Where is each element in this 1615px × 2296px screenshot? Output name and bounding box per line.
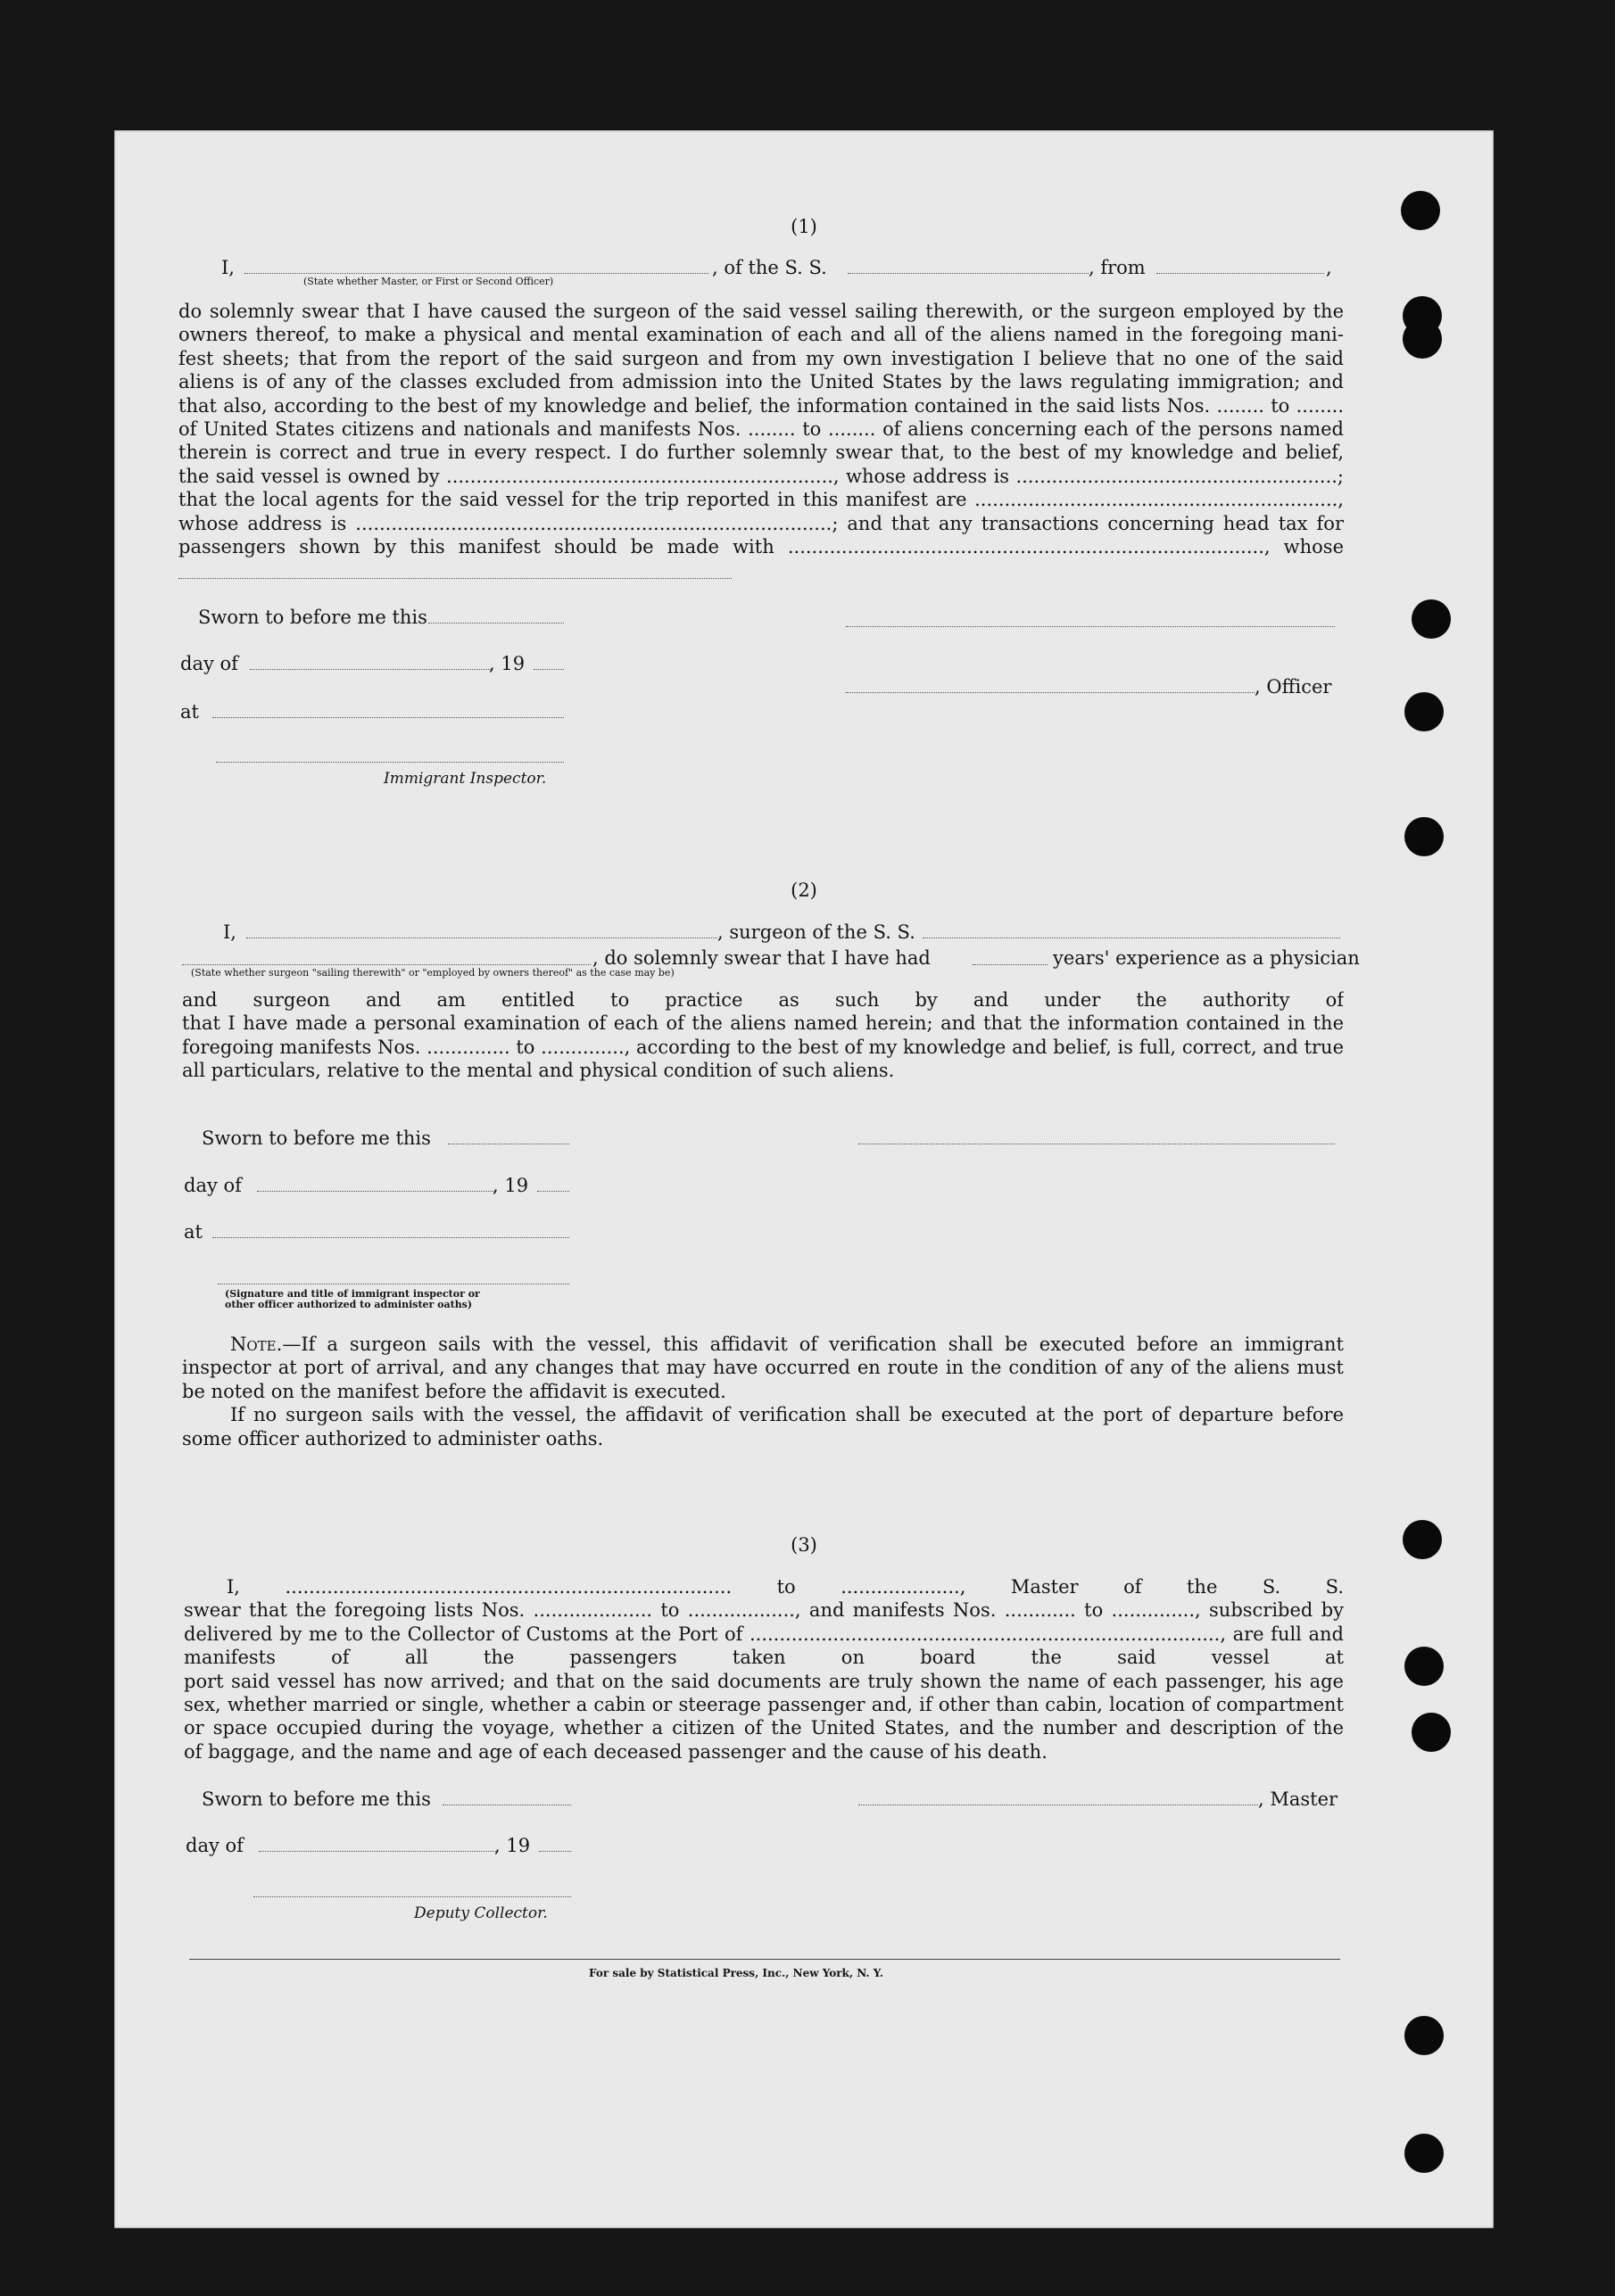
s2-inspector-caption-1: (Signature and title of immigrant inspector or <box>225 1288 480 1300</box>
s2-paragraph <box>182 988 1344 1083</box>
s2-day-field[interactable] <box>257 1191 494 1192</box>
binder-hole <box>1403 319 1442 359</box>
binder-hole <box>1412 1713 1451 1752</box>
s2-inspector-caption-2: other officer authorized to administer oaths) <box>225 1299 473 1310</box>
section-1-number: (1) <box>791 216 817 237</box>
s2-line: all particulars, relative to the mental and physical condition of such aliens. <box>182 1060 895 1082</box>
binder-hole <box>1404 2134 1444 2173</box>
s3-line: port said vessel has now arrived; and that on the said documents are truly shown the name of each passenger, his age <box>184 1670 1344 1692</box>
s3-collector-label: Deputy Collector. <box>414 1904 548 1922</box>
s3-line: swear that the foregoing lists Nos. .................... to .................., and manifests Nos. ............ to .............., subscribed by <box>184 1599 1344 1622</box>
s3-paragraph <box>184 1575 1344 1763</box>
s1-day-label: day of <box>180 653 238 674</box>
s2-line: that I have made a personal examination of each of the aliens named herein; and that the information contained in the <box>182 1012 1344 1035</box>
s3-line: sex, whether married or single, whether a cabin or steerage passenger and, if other than cabin, location of compartment <box>184 1693 1344 1715</box>
form-page <box>114 130 1494 2228</box>
s2-year-field[interactable] <box>537 1191 569 1192</box>
binder-hole <box>1401 191 1440 230</box>
s1-line: owners thereof, to make a physical and mental examination of each and all of the aliens named in the foregoing mani- <box>178 324 1344 346</box>
s2-role-field[interactable] <box>182 964 591 965</box>
s2-note-line: inspector at port of arrival, and any changes that may have occurred en route in the condition of any of the aliens must <box>182 1357 1344 1379</box>
s1-year-label: , 19 <box>489 653 526 674</box>
binder-hole <box>1404 1647 1444 1686</box>
s1-name-field[interactable] <box>244 273 708 274</box>
s2-year-label: , 19 <box>493 1175 529 1196</box>
s1-at-label: at <box>180 701 199 723</box>
s1-from-field[interactable] <box>1156 273 1324 274</box>
s1-signature-field[interactable] <box>846 626 1335 627</box>
s1-vessel-field[interactable] <box>848 273 1089 274</box>
footer-rule <box>189 1959 1340 1960</box>
s2-vessel-field[interactable] <box>923 937 1340 938</box>
s1-at-field[interactable] <box>212 717 564 718</box>
s1-line: passengers shown by this manifest should be made with ................................................................................, whose <box>178 535 1344 557</box>
s1-sworn-field[interactable] <box>428 623 564 624</box>
s2-sworn-label: Sworn to before me this <box>202 1127 431 1149</box>
s1-sworn-label: Sworn to before me this <box>198 607 427 628</box>
s1-line: that the local agents for the said vessel for the trip reported in this manifest are ............................................................., <box>178 489 1344 511</box>
s3-line: of baggage, and the name and age of each deceased passenger and the cause of his death. <box>184 1740 1048 1763</box>
note-text: —If a surgeon sails with the vessel, this affidavit of verification shall be executed before an immigrant <box>282 1334 1344 1355</box>
s2-day-label: day of <box>184 1175 242 1196</box>
note-label: Note. <box>230 1334 283 1355</box>
s1-line: whose address is ................................................................................; and that any transactions concerning head tax for <box>178 512 1344 534</box>
s2-note <box>182 1333 1344 1450</box>
s3-day-field[interactable] <box>259 1851 496 1852</box>
s2-years-field[interactable] <box>973 964 1048 965</box>
s2-at-field[interactable] <box>212 1237 569 1238</box>
s3-master-label: , Master <box>1258 1788 1338 1810</box>
s1-year-field[interactable] <box>534 669 564 670</box>
s2-years-label: years' experience as a physician <box>1053 947 1360 969</box>
section-3-number: (3) <box>791 1534 817 1556</box>
s1-address-field[interactable] <box>178 578 732 579</box>
binder-hole <box>1412 599 1451 639</box>
s2-note-line: be noted on the manifest before the affidavit is executed. <box>182 1380 726 1402</box>
s1-from-label: , from <box>1089 257 1146 278</box>
s3-year-label: , 19 <box>494 1835 531 1856</box>
s1-day-field[interactable] <box>250 669 491 670</box>
footer-imprint: For sale by Statistical Press, Inc., New York, N. Y. <box>589 1967 883 1979</box>
s1-i-label: I, <box>221 257 235 278</box>
s2-surgeon-of-label: , surgeon of the S. S. <box>717 921 915 943</box>
s1-inspector-field[interactable] <box>216 762 564 763</box>
binder-hole <box>1404 692 1444 731</box>
s1-comma: , <box>1326 257 1332 278</box>
s1-line: of United States citizens and nationals and manifests Nos. ........ to ........ of aliens concerning each of the persons named <box>178 417 1344 440</box>
s3-sworn-label: Sworn to before me this <box>202 1788 431 1810</box>
s1-paragraph <box>178 300 1344 558</box>
s2-at-label: at <box>184 1221 203 1243</box>
s3-year-field[interactable] <box>539 1851 571 1852</box>
s1-line: aliens is of any of the classes excluded from admission into the United States by the laws regulating immigration; and <box>178 371 1344 393</box>
s2-caption: (State whether surgeon "sailing therewith" or "employed by owners thereof" as the case may be) <box>191 967 675 979</box>
s2-note-line: If no surgeon sails with the vessel, the affidavit of verification shall be executed at the port of departure before <box>230 1404 1344 1426</box>
s1-caption: (State whether Master, or First or Second Officer) <box>303 276 554 287</box>
s2-note-line <box>182 1333 1344 1356</box>
s3-collector-field[interactable] <box>253 1896 571 1897</box>
s3-line: I, ........................................................................... to ...................., Master of the S. S. <box>227 1576 1344 1598</box>
s1-inspector-label: Immigrant Inspector. <box>384 770 547 788</box>
s2-name-field[interactable] <box>246 937 717 938</box>
s1-officer-field[interactable] <box>846 692 1255 693</box>
s1-officer-label: , Officer <box>1255 676 1332 698</box>
s2-line: and surgeon and am entitled to practice as such by and under the authority of <box>182 989 1344 1011</box>
s3-line: or space occupied during the voyage, whether a citizen of the United States, and the number and description of the <box>184 1717 1344 1739</box>
s2-swear-label: , do solemnly swear that I have had <box>592 947 931 969</box>
s3-line: delivered by me to the Collector of Customs at the Port of ..............................................................................., are full and <box>184 1623 1344 1645</box>
s2-i-label: I, <box>223 921 236 943</box>
s1-of-ss-label: , of the S. S. <box>712 257 827 278</box>
s1-line: the said vessel is owned by ................................................................., whose address is ......................................................; <box>178 465 1344 487</box>
s3-day-label: day of <box>186 1835 244 1856</box>
section-2-number: (2) <box>791 880 817 901</box>
s1-line: fest sheets; that from the report of the said surgeon and from my own investigation I believe that no one of the said <box>178 347 1344 369</box>
binder-hole <box>1403 1520 1442 1559</box>
s1-line: that also, according to the best of my knowledge and belief, the information contained in the said lists Nos. ........ to ........ <box>178 394 1344 417</box>
s2-note-line: some officer authorized to administer oaths. <box>182 1427 604 1449</box>
binder-hole <box>1404 817 1444 856</box>
binder-hole <box>1404 2016 1444 2055</box>
s1-line: therein is correct and true in every respect. I do further solemnly swear that, to the best of my knowledge and belief, <box>178 442 1344 464</box>
s1-line: do solemnly swear that I have caused the surgeon of the said vessel sailing therewith, or the surgeon employed by the <box>178 301 1344 322</box>
s2-line: foregoing manifests Nos. .............. to .............., according to the best of my knowledge and belief, is full, correct, and true <box>182 1036 1344 1058</box>
s3-line: manifests of all the passengers taken on board the said vessel at <box>184 1647 1344 1669</box>
